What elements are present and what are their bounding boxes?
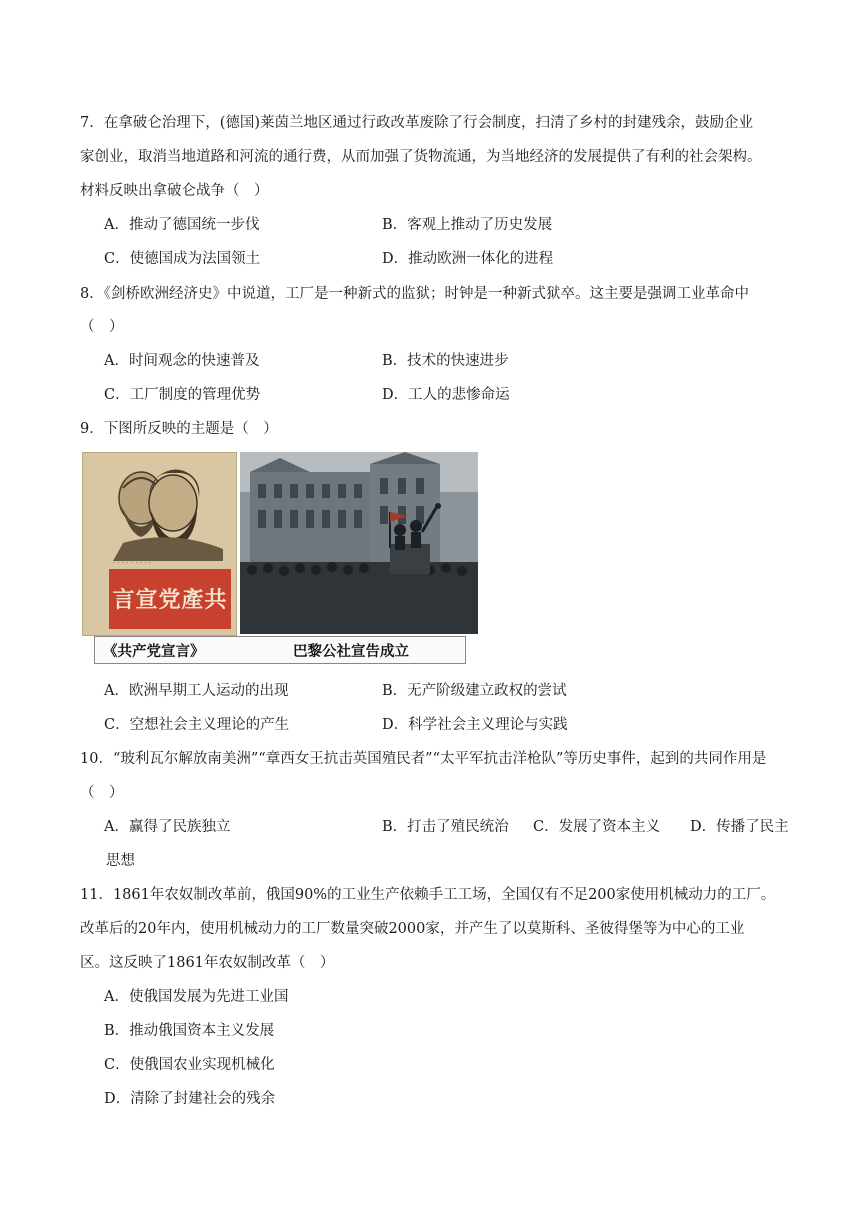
- paris-commune-illustration: [240, 452, 478, 634]
- q11-option-c[interactable]: C．使俄国农业实现机械化: [104, 1057, 275, 1073]
- caption-communist-manifesto: 《共产党宣言》: [103, 644, 205, 660]
- q8-option-a[interactable]: A．时间观念的快速普及: [104, 353, 260, 369]
- q11-option-d[interactable]: D．清除了封建社会的残余: [104, 1091, 276, 1107]
- q10-option-d-continuation: 思想: [106, 853, 135, 869]
- q8-option-c[interactable]: C．工厂制度的管理优势: [104, 387, 261, 403]
- q11-option-a[interactable]: A．使俄国发展为先进工业国: [104, 989, 289, 1005]
- q10-option-d[interactable]: D．传播了民主: [690, 819, 789, 835]
- q9-option-c[interactable]: C．空想社会主义理论的产生: [104, 717, 290, 733]
- q10-stem-line-1: 10．“玻利瓦尔解放南美洲”“章西女王抗击英国殖民者”“太平军抗击洋枪队”等历史事件，起到的共同作用是: [80, 751, 767, 767]
- q10-stem-line-2: （ ）: [80, 785, 124, 801]
- q7-stem-line-2: 家创业，取消当地道路和河流的通行费，从而加强了货物流通，为当地经济的发展提供了有利的社会架构。: [80, 149, 762, 165]
- q10-option-c[interactable]: C．发展了资本主义: [533, 819, 661, 835]
- q10-option-a[interactable]: A．赢得了民族独立: [104, 819, 231, 835]
- q7-stem-line-1: 7．在拿破仑治理下，(德国)莱茵兰地区通过行政改革废除了行会制度，扫清了乡村的封建残余，鼓励企业: [80, 115, 754, 131]
- q9-stem-line-1: 9．下图所反映的主题是（ ）: [80, 421, 278, 437]
- q11-option-b[interactable]: B．推动俄国资本主义发展: [104, 1023, 275, 1039]
- cover-small-text: · · · · · · · · ·: [113, 559, 151, 567]
- q7-option-c[interactable]: C．使德国成为法国领土: [104, 251, 261, 267]
- q11-stem-line-3: 区。这反映了1861年农奴制改革（ ）: [80, 955, 335, 971]
- q9-option-a[interactable]: A．欧洲早期工人运动的出现: [104, 683, 289, 699]
- book-title-banner: [109, 569, 231, 629]
- q7-option-a[interactable]: A．推动了德国统一步伐: [104, 217, 260, 233]
- q11-stem-line-1: 11．1861年农奴制改革前，俄国90%的工业生产依赖手工工场，全国仅有不足200家使用机械动力的工厂。: [80, 887, 776, 903]
- q9-option-d[interactable]: D．科学社会主义理论与实践: [382, 717, 568, 733]
- q10-option-b[interactable]: B．打击了殖民统治: [382, 819, 509, 835]
- q9-option-b[interactable]: B．无产阶级建立政权的尝试: [382, 683, 567, 699]
- q8-option-b[interactable]: B．技术的快速进步: [382, 353, 509, 369]
- figure-caption-bar: [94, 636, 466, 664]
- q8-stem-line-1: 8．《剑桥欧洲经济史》中说道，工厂是一种新式的监狱；时钟是一种新式狱卒。这主要是强调工业革命中: [80, 286, 749, 302]
- q9-figure: [82, 452, 478, 662]
- q8-stem-line-2: （ ）: [80, 319, 124, 335]
- q7-option-d[interactable]: D．推动欧洲一体化的进程: [382, 251, 554, 267]
- q11-stem-line-2: 改革后的20年内，使用机械动力的工厂数量突破2000家，并产生了以莫斯科、圣彼得堡等为中心的工业: [80, 921, 745, 937]
- q7-option-b[interactable]: B．客观上推动了历史发展: [382, 217, 553, 233]
- book-title: 言宣党產共: [112, 588, 228, 613]
- q7-stem-line-3: 材料反映出拿破仑战争（ ）: [80, 183, 269, 199]
- caption-paris-commune: 巴黎公社宣告成立: [293, 644, 409, 660]
- q8-option-d[interactable]: D．工人的悲惨命运: [382, 387, 510, 403]
- paris-commune-scene-icon: [240, 452, 478, 634]
- communist-manifesto-cover-image: [82, 452, 237, 636]
